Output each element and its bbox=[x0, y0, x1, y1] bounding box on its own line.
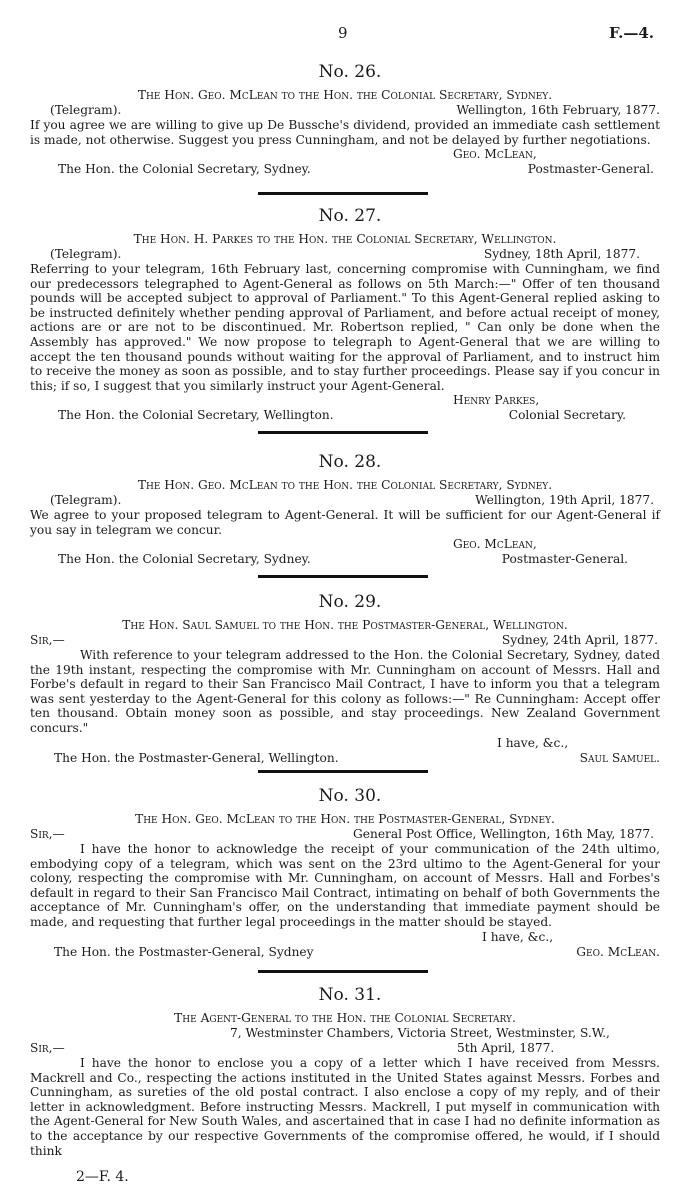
letter-place-date: Sydney, 18th April, 1877. bbox=[483, 247, 640, 261]
letter-number: No. 29. bbox=[318, 592, 382, 612]
signature-name: Geo. McLean, bbox=[453, 147, 537, 162]
letter-place-line: 7, Westminster Chambers, Victoria Street, Westminster, S.W., bbox=[230, 1026, 610, 1040]
letter-salutation: Sir,— bbox=[30, 1041, 65, 1055]
signature-mark: 2—F. 4. bbox=[76, 1169, 129, 1185]
letter-recipient: The Hon. the Postmaster-General, Wellington. bbox=[54, 750, 339, 765]
signature-title: Colonial Secretary. bbox=[508, 408, 626, 423]
letter-mode: (Telegram). bbox=[50, 247, 122, 261]
letter-recipient: The Hon. the Colonial Secretary, Wellington. bbox=[58, 408, 334, 423]
letter-recipient: The Hon. the Postmaster-General, Sydney bbox=[54, 944, 314, 959]
letter-no-29 bbox=[30, 592, 660, 766]
letter-number: No. 31. bbox=[318, 985, 382, 1005]
letter-place-date: 5th April, 1877. bbox=[457, 1041, 555, 1055]
letter-recipient: The Hon. the Colonial Secretary, Sydney. bbox=[58, 552, 311, 567]
letter-place-date: General Post Office, Wellington, 16th May, 1877. bbox=[353, 827, 654, 841]
letter-no-28 bbox=[30, 452, 660, 567]
letter-address: The Hon. Geo. McLean to the Hon. the Colonial Secretary, Sydney. bbox=[137, 478, 553, 492]
page-header bbox=[0, 26, 700, 44]
signature-name: Geo. McLean. bbox=[576, 944, 660, 959]
letter-place-date: Wellington, 19th April, 1877. bbox=[475, 493, 654, 507]
letter-address: The Agent-General to the Hon. the Colonial Secretary. bbox=[174, 1011, 516, 1025]
letter-body: With reference to your telegram addressed to the Hon. the Colonial Secretary, Sydney, dated the 19th instant, respecting the compromise with Mr. Cunningham on account of Messrs. Hall and Forbe's default in regard to their San Francisco Mail Contract, I have to inform you that a telegram was sent yesterday to the Agent-General for this colony as follows:—" Re Cunningham: Accept offer ten thousand. Obtain money soon as possible, and stay proceedings. New Zealand Government concurs." bbox=[30, 648, 660, 735]
letter-no-27 bbox=[30, 206, 660, 423]
letter-number: No. 26. bbox=[318, 62, 382, 82]
letter-number: No. 28. bbox=[318, 452, 382, 472]
signature-title: Postmaster-General. bbox=[501, 552, 628, 567]
letter-closing: I have, &c., bbox=[482, 929, 554, 944]
section-divider bbox=[258, 431, 428, 434]
letter-address: The Hon. Saul Samuel to the Hon. the Postmaster-General, Wellington. bbox=[122, 618, 568, 632]
letter-address: The Hon. H. Parkes to the Hon. the Colonial Secretary, Wellington. bbox=[133, 232, 557, 246]
signature-name: Saul Samuel. bbox=[579, 750, 660, 765]
letter-body: If you agree we are willing to give up De Bussche's dividend, provided an immediate cash settlement is made, not otherwise. Suggest you press Cunningham, and not be delayed by further negotiations. bbox=[30, 118, 660, 147]
letter-no-31 bbox=[30, 985, 660, 1158]
signature-name: Geo. McLean, bbox=[453, 537, 537, 552]
letter-address: The Hon. Geo. McLean to the Hon. the Postmaster-General, Sydney. bbox=[135, 812, 555, 826]
letter-place-date: Wellington, 16th February, 1877. bbox=[456, 103, 660, 117]
letter-salutation: Sir,— bbox=[30, 633, 65, 647]
letter-body: I have the honor to enclose you a copy of a letter which I have received from Messrs. Mackrell and Co., respecting the actions instituted in the United States against Messrs. Forbes and Cunningham, as sureties of the old postal contract. I also enclose a copy of my reply, and of their letter in acknowledgment. Before instructing Messrs. Mackrell, I put myself in communication with the Agent-General for New South Wales, and ascertained that in case I had no definite information as to the acceptance by our respective Governments of the compromise offered, he would, if I should think bbox=[30, 1056, 660, 1158]
letter-no-26 bbox=[30, 62, 660, 177]
page-number: 9 bbox=[338, 24, 348, 42]
section-divider bbox=[258, 575, 428, 578]
letter-mode: (Telegram). bbox=[50, 103, 122, 117]
letter-body: I have the honor to acknowledge the receipt of your communication of the 24th ultimo, embodying copy of a telegram, which was sent on the 23rd ultimo to the Agent-General for your colony, respecting the compromise with Mr. Cunningham, on account of Messrs. Hall and Forbes's default in regard to their San Francisco Mail Contract, intimating on behalf of both Governments the acceptance of Mr. Cunningham's offer, on the understanding that immediate payment should be made, and requesting that further legal proceedings in the matter should be stayed. bbox=[30, 842, 660, 929]
section-divider bbox=[258, 192, 428, 195]
signature-name: Henry Parkes, bbox=[453, 393, 540, 408]
document-reference: F.—4. bbox=[608, 24, 654, 42]
letter-place-date: Sydney, 24th April, 1877. bbox=[501, 633, 658, 647]
letter-address: The Hon. Geo. McLean to the Hon. the Colonial Secretary, Sydney. bbox=[137, 88, 553, 102]
letter-number: No. 30. bbox=[318, 786, 382, 806]
letter-number: No. 27. bbox=[318, 206, 382, 226]
section-divider bbox=[258, 970, 428, 973]
signature-title: Postmaster-General. bbox=[527, 162, 654, 177]
letter-mode: (Telegram). bbox=[50, 493, 122, 507]
letter-salutation: Sir,— bbox=[30, 827, 65, 841]
letter-no-30 bbox=[30, 786, 660, 960]
letter-closing: I have, &c., bbox=[497, 735, 569, 750]
letter-recipient: The Hon. the Colonial Secretary, Sydney. bbox=[58, 162, 311, 177]
section-divider bbox=[258, 770, 428, 773]
letter-body: We agree to your proposed telegram to Agent-General. It will be sufficient for our Agent-General if you say in telegram we concur. bbox=[30, 508, 660, 537]
letter-body: Referring to your telegram, 16th February last, concerning compromise with Cunningham, we find our predecessors telegraphed to Agent-General as follows on 5th March:—" Offer of ten thousand pounds will be accepted subject to approval of Parliament." To this Agent-General replied asking to be instructed definitely whether pending approval of Parliament, and before actual receipt of money, actions are or are not to be discontinued. Mr. Robertson replied, " Can only be done when the Assembly has approved." We now propose to telegraph to Agent-General that we are willing to accept the ten thousand pounds without waiting for the approval of Parliament, and to instruct him to receive the money as soon as possible, and to stay further proceedings. Please say if you concur in this; if so, I suggest that you similarly instruct your Agent-General. bbox=[30, 262, 660, 393]
